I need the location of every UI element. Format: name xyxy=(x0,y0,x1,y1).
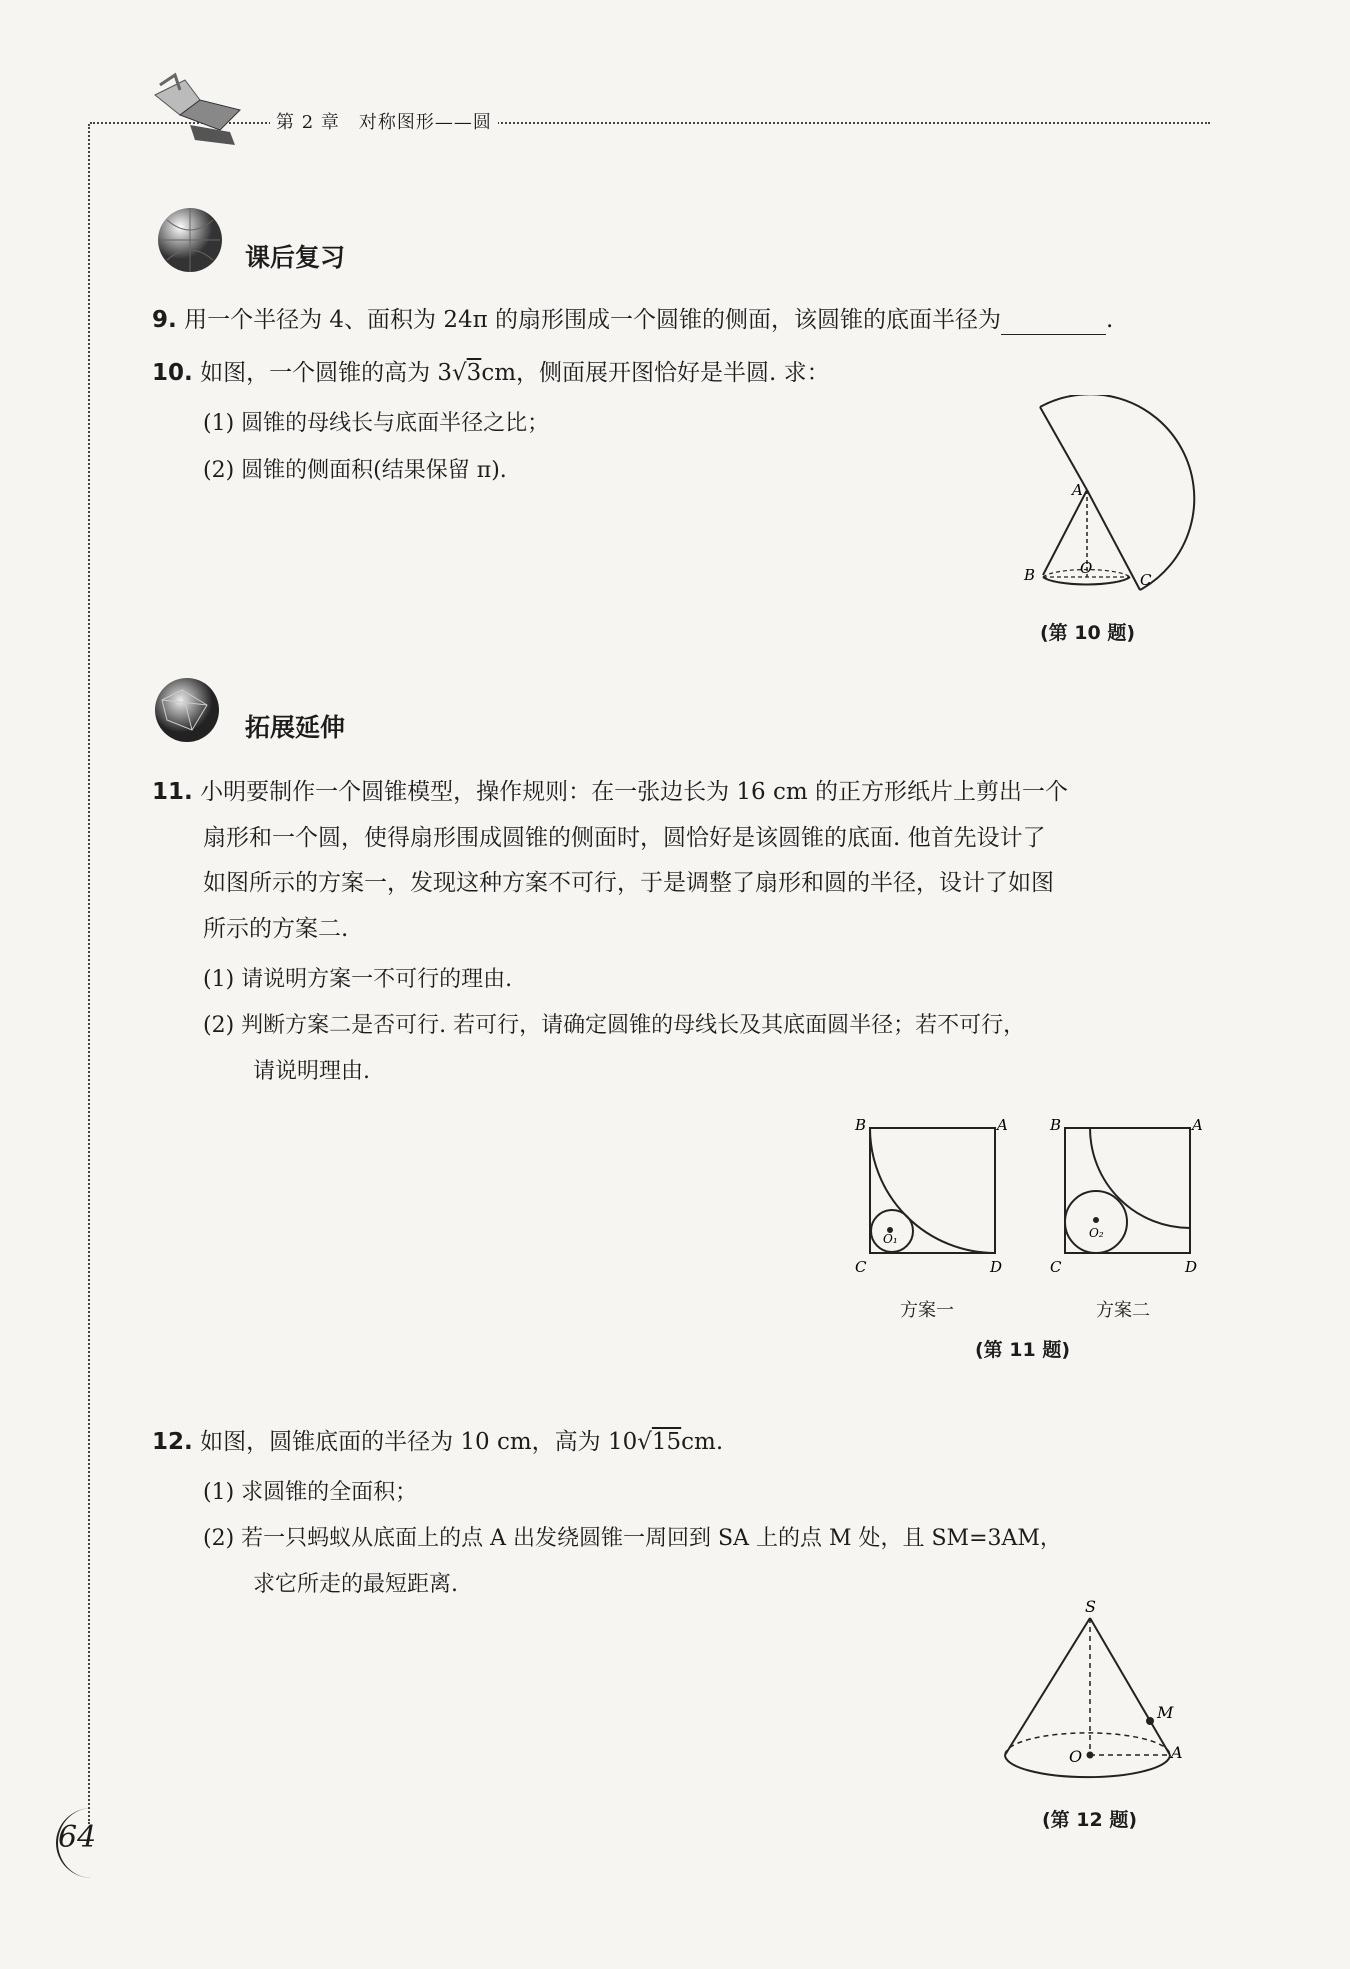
q12-sub1: (1) 求圆锥的全面积； xyxy=(203,1480,418,1505)
question-text: 如图，圆锥底面的半径为 10 cm，高为 10 xyxy=(200,1429,638,1455)
section-title-review: 课后复习 xyxy=(245,243,346,272)
question-text: cm. xyxy=(681,1429,724,1455)
plan-2-label: 方案二 xyxy=(1096,1300,1150,1321)
page-number: 64 xyxy=(58,1820,97,1855)
label-a: A xyxy=(1072,481,1083,499)
q10-sub2: (2) 圆锥的侧面积(结果保留 π). xyxy=(203,458,507,483)
question-text: cm，侧面展开图恰好是半圆. 求： xyxy=(481,360,830,386)
question-text: 小明要制作一个圆锥模型，操作规则：在一张边长为 16 cm 的正方形纸片上剪出一个 xyxy=(200,779,1068,805)
label-c1: C xyxy=(855,1258,867,1276)
answer-blank[interactable] xyxy=(1001,312,1106,335)
q11-line4: 所示的方案二. xyxy=(203,916,349,942)
label-o: O xyxy=(1069,1747,1083,1766)
left-dotted-border xyxy=(88,124,90,1824)
label-b1: B xyxy=(855,1116,867,1134)
q11-line2: 扇形和一个圆，使得扇形围成圆锥的侧面时，圆恰好是该圆锥的底面. 他首先设计了 xyxy=(203,825,1046,851)
question-11 xyxy=(152,777,1068,807)
label-c2: C xyxy=(1050,1258,1062,1276)
question-number: 11. xyxy=(152,779,193,805)
network-globe-icon xyxy=(152,675,222,745)
question-end: . xyxy=(1106,307,1114,333)
caption-q12: (第 12 题) xyxy=(1042,1809,1138,1831)
q11-line3: 如图所示的方案一，发现这种方案不可行，于是调整了扇形和圆的半径，设计了如图 xyxy=(203,870,1054,896)
caption-q10: (第 10 题) xyxy=(1040,622,1136,644)
question-text: 用一个半径为 4、面积为 24π 的扇形围成一个圆锥的侧面，该圆锥的底面半径为 xyxy=(184,307,1002,333)
figure-12 xyxy=(985,1590,1195,1790)
plan-1-diagram xyxy=(854,1116,1008,1276)
figure-11 xyxy=(845,1110,1215,1280)
chapter-header: 第 2 章 对称图形——圆 xyxy=(270,108,498,134)
q12-sub2a: (2) 若一只蚂蚁从底面上的点 A 出发绕圆锥一周回到 SA 上的点 M 处，且 SM=3AM， xyxy=(203,1526,1062,1551)
section-title-extend: 拓展延伸 xyxy=(245,713,346,742)
q10-sub1: (1) 圆锥的母线长与底面半径之比； xyxy=(203,411,550,436)
label-c: C xyxy=(1140,571,1152,589)
question-9 xyxy=(152,305,1113,335)
label-a1: A xyxy=(997,1116,1008,1134)
q11-sub2a: (2) 判断方案二是否可行. 若可行，请确定圆锥的母线长及其底面圆半径；若不可行， xyxy=(203,1013,1026,1038)
question-number: 9. xyxy=(152,307,177,333)
plan-2-diagram xyxy=(1049,1116,1203,1276)
q11-sub1: (1) 请说明方案一不可行的理由. xyxy=(203,967,513,992)
figure-10 xyxy=(1010,395,1210,605)
label-o1: O₁ xyxy=(883,1232,898,1246)
question-number: 10. xyxy=(152,360,193,386)
label-o: O xyxy=(1080,559,1093,577)
globe-icon xyxy=(155,205,225,275)
label-s: S xyxy=(1085,1597,1096,1616)
question-10: 10. 如图，一个圆锥的高为 3√3cm，侧面展开图恰好是半圆. 求： xyxy=(152,360,830,386)
question-12: 12. 如图，圆锥底面的半径为 10 cm，高为 10√15cm. xyxy=(152,1429,724,1455)
label-o2: O₂ xyxy=(1089,1226,1104,1240)
label-b: B xyxy=(1024,566,1036,584)
chapter-logo-icon xyxy=(140,70,260,150)
label-b2: B xyxy=(1050,1116,1062,1134)
caption-q11: (第 11 题) xyxy=(975,1339,1071,1361)
label-a: A xyxy=(1171,1743,1183,1762)
question-text: 如图，一个圆锥的高为 3 xyxy=(200,360,453,386)
question-number: 12. xyxy=(152,1429,193,1455)
plan-1-label: 方案一 xyxy=(900,1300,954,1321)
q12-sub2b: 求它所走的最短距离. xyxy=(253,1572,458,1597)
sqrt-value: 3 xyxy=(466,360,482,386)
label-d1: D xyxy=(990,1258,1003,1276)
sqrt-value: 15 xyxy=(651,1429,682,1455)
label-a2: A xyxy=(1192,1116,1203,1134)
label-m: M xyxy=(1157,1703,1174,1722)
label-d2: D xyxy=(1185,1258,1198,1276)
q11-sub2b: 请说明理由. xyxy=(253,1059,370,1084)
